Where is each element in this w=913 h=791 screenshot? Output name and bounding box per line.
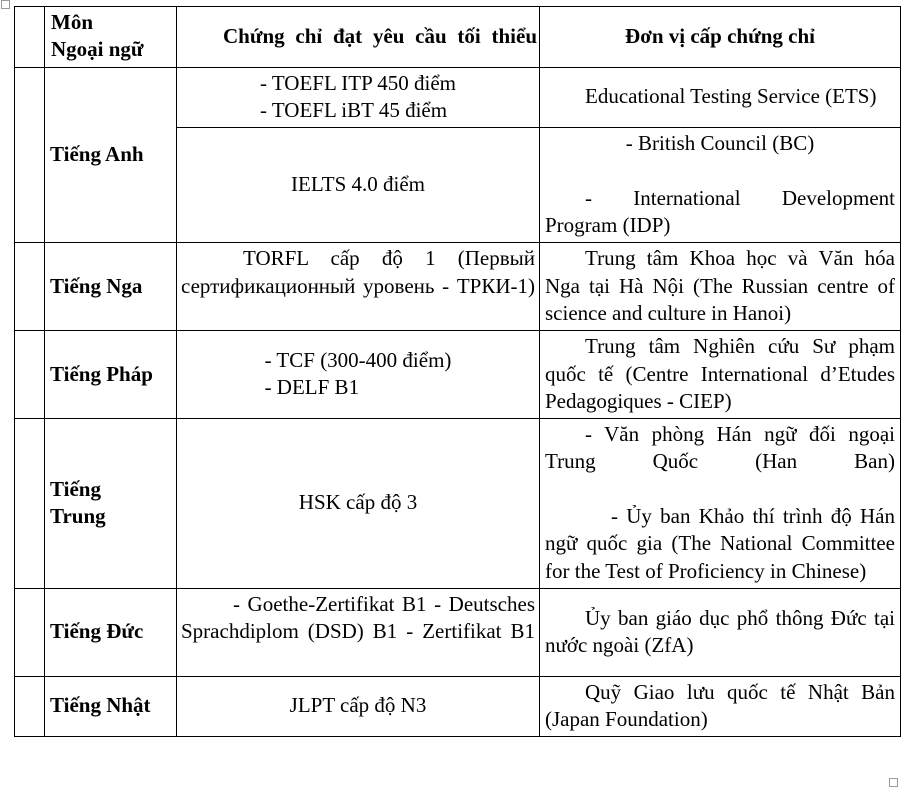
cell-issuer-english-bc-idp [540, 128, 901, 243]
language-line-2: Trung [50, 504, 106, 529]
cell-certificate-french [177, 331, 540, 419]
table-header-row [15, 7, 901, 68]
cell-number-japanese [15, 676, 45, 737]
cell-certificate-chinese [177, 419, 540, 589]
cell-issuer-chinese [540, 419, 901, 589]
cell-number-russian [15, 243, 45, 331]
issuer-paragraph: - Văn phòng Hán ngữ đối ngoại Trung Quốc (Han Ban) [545, 422, 895, 474]
certificate-line: JLPT cấp độ N3 [289, 693, 427, 718]
cell-issuer-english-ets [540, 67, 901, 128]
certificate-line: - DELF B1 [264, 375, 360, 400]
foreign-language-certificate-table [14, 6, 901, 737]
cell-language-chinese [45, 419, 177, 589]
cell-language-german: Tiếng Đức [45, 588, 177, 676]
table-row [15, 243, 901, 331]
table-row [15, 331, 901, 419]
certificate-line: - TOEFL iBT 45 điểm [260, 97, 448, 122]
cell-language-japanese: Tiếng Nhật [45, 676, 177, 737]
cell-issuer-russian [540, 243, 901, 331]
table-row [15, 676, 901, 737]
header-cell-issuer: Đơn vị cấp chứng chỉ [540, 7, 901, 68]
cell-language-russian: Tiếng Nga [45, 243, 177, 331]
issuer-paragraph: Trung tâm Nghiên cứu Sư phạm quốc tế (Centre International d’Etudes Pedagogiques - CIEP) [545, 334, 895, 413]
cell-issuer-german [540, 588, 901, 676]
table-row [15, 67, 901, 128]
language-line-1: Tiếng [50, 476, 101, 501]
table-row [15, 588, 901, 676]
cell-language-english: Tiếng Anh [45, 67, 177, 243]
table-resize-handle-icon[interactable] [889, 778, 898, 787]
header-cell-certificate [177, 7, 540, 68]
issuer-paragraph: - International Development Program (IDP) [545, 185, 895, 238]
header-cell-subject [45, 7, 177, 68]
cell-certificate-german: - Goethe-Zertifikat B1 - Deutsches Sprachdiplom (DSD) B1 - Zertifikat B1 [177, 588, 540, 676]
issuer-paragraph: - British Council (BC) [625, 131, 815, 156]
certificate-line: - TOEFL ITP 450 điểm [260, 70, 456, 95]
table-row [15, 419, 901, 589]
cell-certificate-russian: TORFL cấp độ 1 (Первый сертификационный уровень - ТРКИ-1) [177, 243, 540, 331]
issuer-paragraph: Quỹ Giao lưu quốc tế Nhật Bản (Japan Foundation) [545, 679, 895, 732]
header-subject-line-2: Ngoại ngữ [51, 37, 144, 62]
cell-number-english [15, 67, 45, 243]
header-subject-line-1: Môn [51, 10, 93, 34]
issuer-paragraph: Trung tâm Khoa học và Văn hóa Nga tại Hà Nội (The Russian centre of science and culture in Hanoi) [545, 246, 895, 325]
header-cell-number [15, 7, 45, 68]
issuer-paragraph: Ủy ban giáo dục phổ thông Đức tại nước ngoài (ZfA) [545, 605, 895, 657]
certificate-line: - TCF (300-400 điểm) [264, 347, 452, 372]
cell-issuer-french [540, 331, 901, 419]
certificate-line: IELTS 4.0 điểm [291, 172, 425, 197]
cell-certificate-english-ielts [177, 128, 540, 243]
cell-certificate-japanese [177, 676, 540, 737]
issuer-paragraph: - Ủy ban Khảo thí trình độ Hán ngữ quốc gia (The National Committee for the Test of Proficiency in Chinese) [545, 504, 895, 583]
cell-language-french: Tiếng Pháp [45, 331, 177, 419]
cell-number-french [15, 331, 45, 419]
cell-issuer-japanese [540, 676, 901, 737]
table-move-handle-icon[interactable] [1, 0, 10, 9]
issuer-paragraph: Educational Testing Service (ETS) [585, 84, 877, 109]
cell-number-german [15, 588, 45, 676]
certificate-line: HSK cấp độ 3 [298, 490, 418, 515]
header-certificate-text: Chứng chỉ đạt yêu cầu tối thiểu [223, 23, 537, 48]
cell-certificate-english-toefl [177, 67, 540, 128]
cell-number-chinese [15, 419, 45, 589]
